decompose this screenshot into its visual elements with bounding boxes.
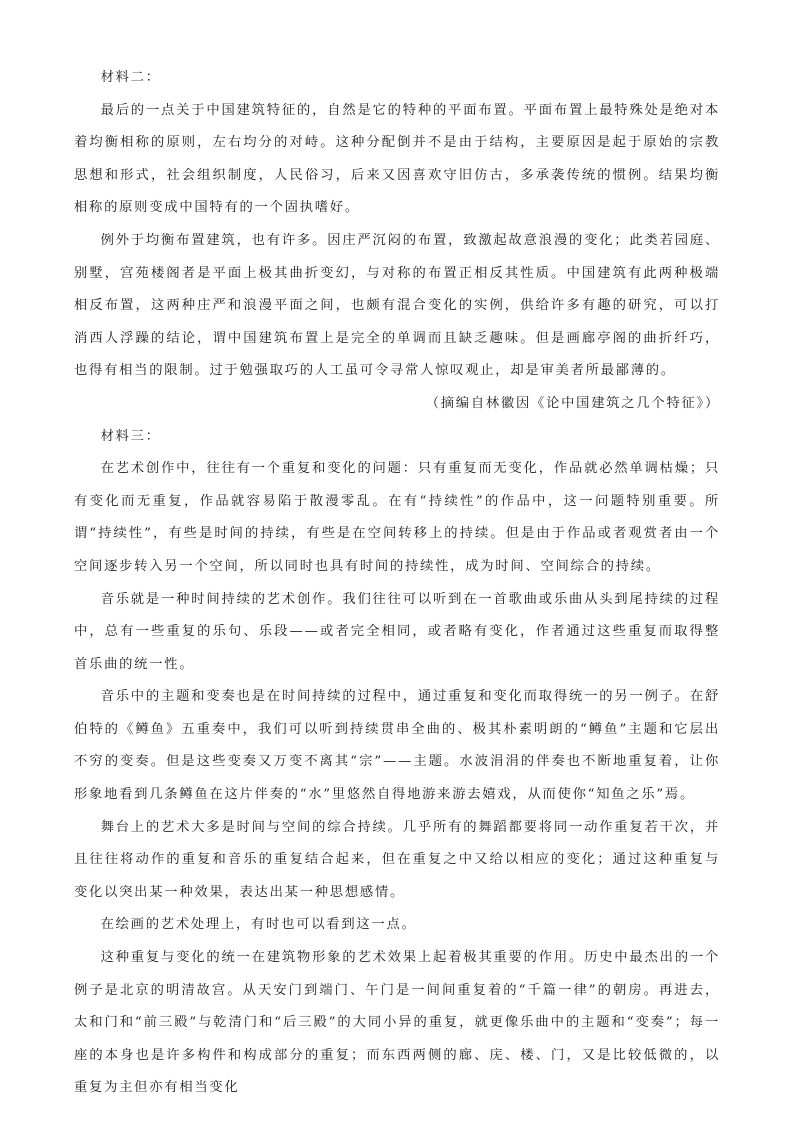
material-3-paragraph-3: 音乐中的主题和变奏也是在时间持续的过程中，通过重复和变化而取得统一的另一例子。在舒伯特的《鳟鱼》五重奏中，我们可以听到持续贯串全曲的、极其朴素明朗的“鳟鱼”主题和它层出不穷的变奏。但是这些变奏又万变不离其“宗”——主题。水波涓涓的伴奏也不断地重复着，让你形象地看到几条鳟鱼在这片伴奏的“水”里悠然自得地游来游去嬉戏，从而使你“知鱼之乐”焉。 <box>74 689 720 803</box>
material-3-paragraph-6: 这种重复与变化的统一在建筑物形象的艺术效果上起着极其重要的作用。历史中最杰出的一个例子是北京的明清故宫。从天安门到端门、午门是一间间重复着的“千篇一律”的朝房。再进去，太和门和“前三殿”与乾清门和“后三殿”的大同小异的重复，就更像乐曲中的主题和“变奏”；每一座的本身也是许多构件和构成部分的重复；而东西两侧的廊、庑、楼、门，又是比较低微的，以重复为主但亦有相当变化 <box>74 950 720 1096</box>
material-3-label: 材料三： <box>100 428 161 444</box>
material-2-paragraph-2: 例外于均衡布置建筑，也有许多。因庄严沉闷的布置，致激起故意浪漫的变化；此类若园庭、别墅，宫苑楼阁者是平面上极其曲折变幻，与对称的布置正相反其性质。中国建筑有此两种极端相反布置，这两种庄严和浪漫平面之间，也颇有混合变化的实例，供给许多有趣的研究，可以打消西人浮躁的结论，谓中国建筑布置上是完全的单调而且缺乏趣味。但是画廊亭阁的曲折纤巧，也得有相当的限制。过于勉强取巧的人工虽可令寻常人惊叹观止，却是审美者所最鄙薄的。 <box>74 232 720 379</box>
material-2-source: （摘编自林徽因《论中国建筑之几个特征》） <box>425 395 720 411</box>
material-2-label: 材料二： <box>100 70 161 85</box>
material-3-paragraph-2: 音乐就是一种时间持续的艺术创作。我们往往可以听到在一首歌曲或乐曲从头到尾持续的过程中，总有一些重复的乐句、乐段——或者完全相同，或者略有变化，作者通过这些重复而取得整首乐曲的统一性。 <box>74 591 720 672</box>
material-3-paragraph-4: 舞台上的艺术大多是时间与空间的综合持续。几乎所有的舞蹈都要将同一动作重复若干次，并且往往将动作的重复和音乐的重复结合起来，但在重复之中又给以相应的变化；通过这种重复与变化以突出某一种效果，表达出某一种思想感情。 <box>74 819 720 900</box>
material-3-paragraph-1: 在艺术创作中，往往有一个重复和变化的问题：只有重复而无变化，作品就必然单调枯燥；只有变化而无重复，作品就容易陷于散漫零乱。在有“持续性”的作品中，这一问题特别重要。所谓“持续性”，有些是时间的持续，有些是在空间转移上的持续。但是由于作品或者观赏者由一个空间逐步转入另一个空间，所以同时也具有时间的持续性，成为时间、空间综合的持续。 <box>74 461 720 574</box>
document-body <box>74 62 720 1105</box>
material-2-paragraph-1: 最后的一点关于中国建筑特征的，自然是它的特种的平面布置。平面布置上最特殊处是绝对本着均衡相称的原则，左右均分的对峙。这种分配倒并不是由于结构，主要原因是起于原始的宗教思想和形式，社会组织制度，人民俗习，后来又因喜欢守旧仿古，多承袭传统的惯例。结果均衡相称的原则变成中国特有的一个固执嗜好。 <box>74 102 720 216</box>
material-3-paragraph-5: 在绘画的艺术处理上，有时也可以看到这一点。 <box>100 917 417 933</box>
